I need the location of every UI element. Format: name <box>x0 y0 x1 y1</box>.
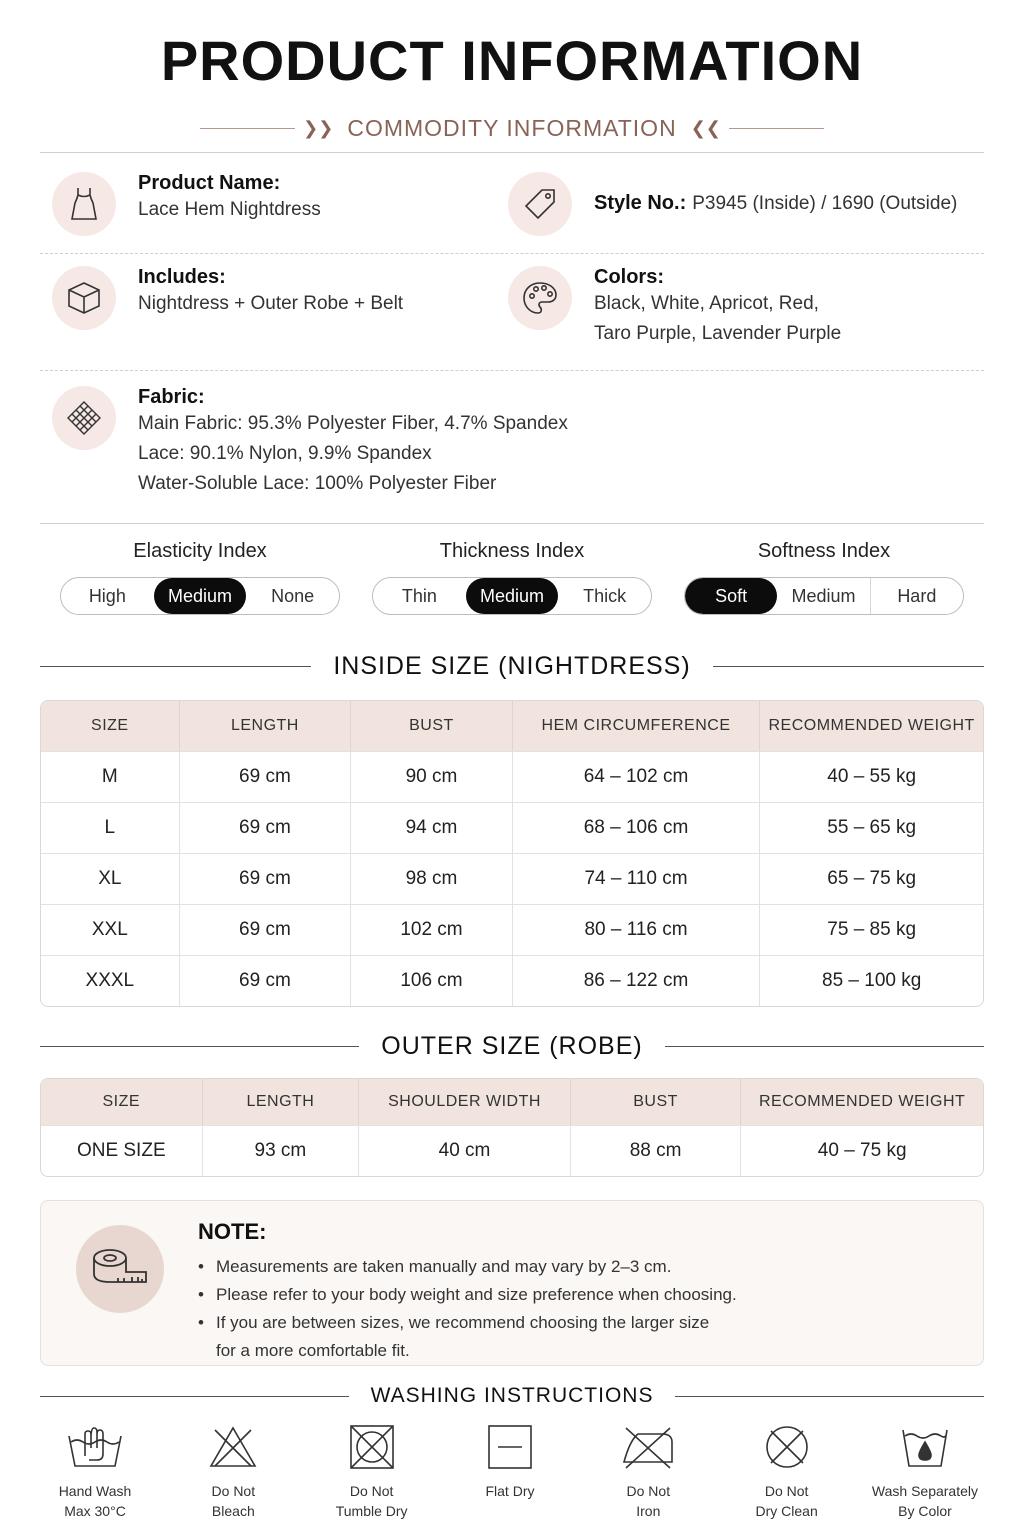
thickness-index <box>372 540 652 615</box>
hand-wash-icon <box>63 1420 127 1476</box>
wash-label: Do Not <box>626 1483 671 1499</box>
table-row <box>41 955 983 1006</box>
table-cell: 40 – 75 kg <box>741 1125 983 1176</box>
column-header: SHOULDER WIDTH <box>359 1079 571 1125</box>
dress-icon <box>52 172 116 236</box>
fabric-main: Main Fabric: 95.3% Polyester Fiber, 4.7% Spandex <box>138 413 568 434</box>
wash-label: Max 30°C <box>64 1503 126 1519</box>
table-cell: 69 cm <box>180 853 352 904</box>
measuring-tape-icon <box>76 1225 164 1313</box>
softness-index <box>684 540 964 615</box>
softness-index-scale <box>684 577 964 615</box>
column-header: LENGTH <box>180 701 352 751</box>
note-item-line: for a more comfortable fit. <box>216 1341 410 1360</box>
elasticity-index-scale <box>60 577 340 615</box>
wash-label: Iron <box>636 1503 661 1519</box>
table-row <box>41 1125 983 1176</box>
table-cell: 93 cm <box>203 1125 360 1176</box>
table-cell: 64 – 102 cm <box>513 751 761 802</box>
thickness-index-title: Thickness Index <box>439 540 585 562</box>
table-cell: 85 – 100 kg <box>760 955 983 1006</box>
inside-size-table <box>40 700 984 1007</box>
table-cell: 74 – 110 cm <box>513 853 761 904</box>
arrow-left-icon: ❮❮ <box>690 117 721 138</box>
note-item: • Measurements are taken manually and may vary by 2–3 cm. <box>198 1253 737 1281</box>
divider <box>40 152 984 153</box>
softness-index-title: Softness Index <box>757 540 891 562</box>
table-cell: 68 – 106 cm <box>513 802 761 853</box>
outer-size-heading <box>40 1032 984 1061</box>
subtitle-row <box>200 110 824 146</box>
wash-label: By Color <box>898 1503 952 1519</box>
column-header: HEM CIRCUMFERENCE <box>513 701 761 751</box>
column-header: LENGTH <box>203 1079 360 1125</box>
table-cell: 80 – 116 cm <box>513 904 761 955</box>
table-row <box>41 904 983 955</box>
fabric-lace: Lace: 90.1% Nylon, 9.9% Spandex <box>138 443 432 464</box>
table-cell: 40 – 55 kg <box>760 751 983 802</box>
wash-instruction-do-not-iron <box>583 1420 713 1521</box>
column-header: BUST <box>571 1079 742 1125</box>
includes-block <box>52 266 403 330</box>
table-cell: XL <box>41 853 180 904</box>
note-list <box>198 1253 737 1365</box>
inside-size-title: INSIDE SIZE (NIGHTDRESS) <box>333 652 691 680</box>
product-name-value: Lace Hem Nightdress <box>138 199 321 220</box>
table-cell: 94 cm <box>351 802 513 853</box>
softness-option-medium: Medium <box>791 585 856 606</box>
softness-option-soft: Soft <box>685 578 777 614</box>
includes-label: Includes: <box>138 266 226 288</box>
table-cell: 69 cm <box>180 904 352 955</box>
wash-label: Bleach <box>211 1503 255 1519</box>
fabric-label: Fabric: <box>138 386 205 408</box>
wash-label: Do Not <box>211 1483 256 1499</box>
divider <box>40 523 984 524</box>
note-title: NOTE: <box>198 1219 267 1244</box>
style-number-label: Style No.: <box>594 192 687 214</box>
divider-line <box>200 128 295 129</box>
note-item: • Please refer to your body weight and size preference when choosing. <box>198 1281 737 1309</box>
dashed-divider <box>40 370 984 371</box>
flat-dry-icon <box>478 1420 542 1476</box>
fabric-block <box>52 386 568 499</box>
table-cell: 69 cm <box>180 751 352 802</box>
wash-instruction-hand-wash <box>30 1420 160 1521</box>
table-cell: 86 – 122 cm <box>513 955 761 1006</box>
thickness-option-medium: Medium <box>466 578 559 614</box>
wash-instruction-do-not-bleach <box>168 1420 298 1521</box>
elasticity-option-medium: Medium <box>154 578 247 614</box>
table-cell: 90 cm <box>351 751 513 802</box>
table-cell: 98 cm <box>351 853 513 904</box>
divider-line <box>729 128 824 129</box>
colors-line-2: Taro Purple, Lavender Purple <box>594 323 842 344</box>
table-cell: L <box>41 802 180 853</box>
style-number-block <box>508 172 957 236</box>
thickness-option-thin: Thin <box>401 585 437 606</box>
wash-instruction-do-not-dry-clean <box>722 1420 852 1521</box>
do-not-bleach-icon <box>201 1420 265 1476</box>
table-cell: 69 cm <box>180 955 352 1006</box>
outer-size-title: OUTER SIZE (ROBE) <box>381 1032 643 1060</box>
wash-label: Dry Clean <box>755 1503 818 1519</box>
wash-label: Do Not <box>349 1483 394 1499</box>
inside-size-heading <box>40 652 984 681</box>
product-name-label: Product Name: <box>138 172 281 194</box>
elasticity-option-none: None <box>271 585 315 606</box>
box-icon <box>52 266 116 330</box>
colors-block <box>508 266 841 349</box>
wash-label: Do Not <box>764 1483 809 1499</box>
wash-separately-icon <box>893 1420 957 1476</box>
washing-instructions-heading <box>40 1384 984 1408</box>
wash-label: Wash Separately <box>871 1483 979 1499</box>
note-box <box>40 1200 984 1366</box>
elasticity-option-high: High <box>88 585 126 606</box>
includes-value: Nightdress + Outer Robe + Belt <box>138 293 404 314</box>
elasticity-index-title: Elasticity Index <box>133 540 267 562</box>
table-cell: 102 cm <box>351 904 513 955</box>
table-row <box>41 751 983 802</box>
wash-instruction-flat-dry <box>445 1420 575 1521</box>
table-cell: 88 cm <box>571 1125 742 1176</box>
arrow-right-icon: ❯❯ <box>303 117 334 138</box>
colors-label: Colors: <box>594 266 664 288</box>
wash-label: Hand Wash <box>58 1483 132 1499</box>
elasticity-index <box>60 540 340 615</box>
column-header: SIZE <box>41 701 180 751</box>
thickness-option-thick: Thick <box>583 585 627 606</box>
colors-line-1: Black, White, Apricot, Red, <box>594 293 819 314</box>
table-header-row <box>41 1079 983 1125</box>
column-header: SIZE <box>41 1079 203 1125</box>
table-cell: 69 cm <box>180 802 352 853</box>
washing-instructions-title: WASHING INSTRUCTIONS <box>370 1384 654 1407</box>
outer-size-table <box>40 1078 984 1177</box>
wash-instruction-do-not-tumble-dry <box>307 1420 437 1521</box>
column-header: BUST <box>351 701 513 751</box>
section-subtitle: COMMODITY INFORMATION <box>347 114 677 141</box>
palette-icon <box>508 266 572 330</box>
dashed-divider <box>40 253 984 254</box>
fabric-weave-icon <box>52 386 116 450</box>
table-row <box>41 853 983 904</box>
fabric-water-soluble-lace: Water-Soluble Lace: 100% Polyester Fiber <box>138 473 497 494</box>
wash-label: Tumble Dry <box>335 1503 408 1519</box>
column-header: RECOMMENDED WEIGHT <box>760 701 983 751</box>
page-title: PRODUCT INFORMATION <box>160 29 864 92</box>
thickness-index-scale <box>372 577 652 615</box>
table-cell: ONE SIZE <box>41 1125 203 1176</box>
column-header: RECOMMENDED WEIGHT <box>741 1079 983 1125</box>
wash-instruction-wash-separately <box>860 1420 990 1521</box>
do-not-tumble-dry-icon <box>340 1420 404 1476</box>
note-item <box>198 1309 737 1365</box>
wash-label: Flat Dry <box>485 1483 535 1499</box>
table-cell: 40 cm <box>359 1125 571 1176</box>
table-cell: XXL <box>41 904 180 955</box>
do-not-iron-icon <box>616 1420 680 1476</box>
softness-option-hard: Hard <box>870 578 963 614</box>
tag-icon <box>508 172 572 236</box>
product-name-block <box>52 172 321 236</box>
table-cell: 55 – 65 kg <box>760 802 983 853</box>
style-number-value: P3945 (Inside) / 1690 (Outside) <box>692 193 958 214</box>
washing-instructions-list <box>30 1420 990 1521</box>
table-header-row <box>41 701 983 751</box>
table-cell: M <box>41 751 180 802</box>
table-row <box>41 802 983 853</box>
table-cell: XXXL <box>41 955 180 1006</box>
table-cell: 75 – 85 kg <box>760 904 983 955</box>
do-not-dry-clean-icon <box>755 1420 819 1476</box>
table-cell: 65 – 75 kg <box>760 853 983 904</box>
note-item-line: If you are between sizes, we recommend choosing the larger size <box>216 1313 710 1332</box>
table-cell: 106 cm <box>351 955 513 1006</box>
